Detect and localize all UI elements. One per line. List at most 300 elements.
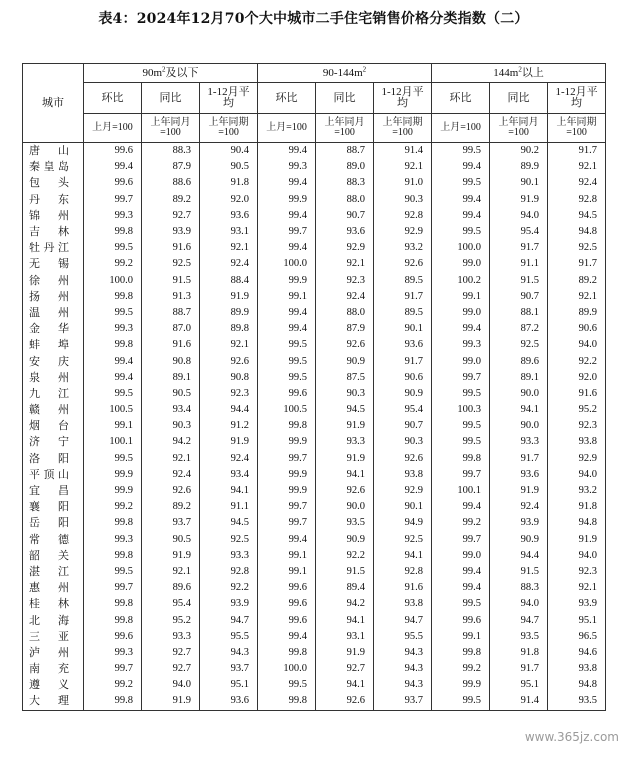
index-value: 89.4 bbox=[316, 580, 374, 596]
index-value: 95.1 bbox=[200, 677, 258, 693]
index-value: 89.2 bbox=[142, 192, 200, 208]
index-value: 91.3 bbox=[142, 289, 200, 305]
group-header: $90-144m^2$ bbox=[258, 64, 432, 83]
index-value: 92.7 bbox=[142, 645, 200, 661]
city-name: 惠州 bbox=[23, 580, 84, 596]
table-row bbox=[23, 693, 606, 710]
index-value: 92.1 bbox=[548, 289, 606, 305]
index-value: 93.7 bbox=[200, 661, 258, 677]
table-row bbox=[23, 192, 606, 208]
index-value: 92.9 bbox=[374, 483, 432, 499]
index-value: 92.8 bbox=[548, 192, 606, 208]
index-value: 89.9 bbox=[490, 159, 548, 175]
index-value: 99.5 bbox=[84, 386, 142, 402]
index-value: 91.0 bbox=[374, 175, 432, 191]
index-value: 89.9 bbox=[200, 305, 258, 321]
city-name: 扬州 bbox=[23, 289, 84, 305]
index-value: 100.2 bbox=[432, 273, 490, 289]
index-value: 99.3 bbox=[258, 159, 316, 175]
city-name: 北海 bbox=[23, 612, 84, 628]
index-value: 91.6 bbox=[142, 337, 200, 353]
index-value: 95.4 bbox=[374, 402, 432, 418]
index-value: 89.8 bbox=[200, 321, 258, 337]
index-value: 94.2 bbox=[316, 596, 374, 612]
index-value: 99.7 bbox=[258, 515, 316, 531]
index-value: 91.5 bbox=[142, 273, 200, 289]
index-value: 93.8 bbox=[548, 661, 606, 677]
index-value: 99.8 bbox=[84, 612, 142, 628]
index-value: 90.2 bbox=[490, 143, 548, 160]
index-value: 99.9 bbox=[432, 677, 490, 693]
index-value: 90.6 bbox=[548, 321, 606, 337]
table-row bbox=[23, 564, 606, 580]
index-value: 92.2 bbox=[200, 580, 258, 596]
index-value: 93.5 bbox=[548, 693, 606, 710]
index-value: 95.5 bbox=[200, 629, 258, 645]
city-name: 常德 bbox=[23, 532, 84, 548]
index-value: 92.4 bbox=[142, 467, 200, 483]
index-value: 99.8 bbox=[258, 418, 316, 434]
watermark: www.365jz.com bbox=[524, 730, 619, 744]
table-row bbox=[23, 224, 606, 240]
index-value: 92.1 bbox=[142, 451, 200, 467]
index-value: 99.1 bbox=[258, 548, 316, 564]
index-value: 99.7 bbox=[432, 370, 490, 386]
index-value: 92.4 bbox=[548, 175, 606, 191]
index-value: 99.4 bbox=[258, 532, 316, 548]
index-value: 99.4 bbox=[432, 208, 490, 224]
index-value: 100.5 bbox=[258, 402, 316, 418]
table-row bbox=[23, 321, 606, 337]
index-value: 95.2 bbox=[142, 612, 200, 628]
index-value: 91.7 bbox=[374, 353, 432, 369]
index-value: 99.8 bbox=[84, 548, 142, 564]
index-value: 91.1 bbox=[490, 256, 548, 272]
index-value: 99.5 bbox=[432, 224, 490, 240]
index-value: 93.6 bbox=[490, 467, 548, 483]
index-value: 99.7 bbox=[84, 192, 142, 208]
index-value: 91.8 bbox=[548, 499, 606, 515]
index-value: 99.5 bbox=[432, 418, 490, 434]
table-title: 表4：2024年12月70个大中城市二手住宅销售价格分类指数（二） bbox=[98, 11, 529, 27]
index-value: 99.4 bbox=[84, 159, 142, 175]
city-name: 韶关 bbox=[23, 548, 84, 564]
index-value: 99.5 bbox=[432, 693, 490, 710]
index-value: 90.7 bbox=[490, 289, 548, 305]
index-value: 99.0 bbox=[432, 305, 490, 321]
index-value: 91.9 bbox=[200, 289, 258, 305]
index-value: 93.9 bbox=[548, 596, 606, 612]
index-value: 99.3 bbox=[84, 321, 142, 337]
index-value: 92.8 bbox=[374, 564, 432, 580]
index-value: 94.8 bbox=[548, 677, 606, 693]
index-value: 93.2 bbox=[374, 240, 432, 256]
city-name: 丹东 bbox=[23, 192, 84, 208]
column-header: 环比 bbox=[258, 83, 316, 114]
table-row bbox=[23, 612, 606, 628]
city-name: 牡丹江 bbox=[23, 240, 84, 256]
table-row bbox=[23, 370, 606, 386]
index-value: 95.1 bbox=[548, 612, 606, 628]
index-value: 91.9 bbox=[316, 418, 374, 434]
index-value: 90.9 bbox=[490, 532, 548, 548]
index-value: 91.7 bbox=[548, 256, 606, 272]
index-value: 93.9 bbox=[200, 596, 258, 612]
city-name: 秦皇岛 bbox=[23, 159, 84, 175]
index-value: 92.1 bbox=[200, 337, 258, 353]
index-value: 94.4 bbox=[490, 548, 548, 564]
index-value: 94.3 bbox=[374, 645, 432, 661]
city-name: 赣州 bbox=[23, 402, 84, 418]
index-value: 92.3 bbox=[548, 564, 606, 580]
table-header bbox=[23, 64, 606, 143]
index-value: 91.9 bbox=[316, 451, 374, 467]
index-value: 88.3 bbox=[316, 175, 374, 191]
index-value: 100.3 bbox=[432, 402, 490, 418]
index-value: 91.2 bbox=[200, 418, 258, 434]
index-value: 99.1 bbox=[84, 418, 142, 434]
index-value: 92.9 bbox=[548, 451, 606, 467]
column-header: 1-12月平均 bbox=[374, 83, 432, 114]
city-name: 遵义 bbox=[23, 677, 84, 693]
index-value: 95.2 bbox=[548, 402, 606, 418]
index-value: 99.2 bbox=[84, 256, 142, 272]
index-value: 93.7 bbox=[374, 693, 432, 710]
city-name: 三亚 bbox=[23, 629, 84, 645]
city-name: 锦州 bbox=[23, 208, 84, 224]
index-value: 99.5 bbox=[258, 370, 316, 386]
index-value: 92.1 bbox=[142, 564, 200, 580]
table-row bbox=[23, 580, 606, 596]
index-value: 99.4 bbox=[432, 499, 490, 515]
index-value: 92.1 bbox=[548, 159, 606, 175]
index-value: 99.9 bbox=[258, 192, 316, 208]
index-value: 99.7 bbox=[432, 467, 490, 483]
index-value: 99.4 bbox=[432, 192, 490, 208]
index-value: 99.4 bbox=[258, 629, 316, 645]
city-column-header: 城市 bbox=[23, 64, 84, 143]
index-value: 94.5 bbox=[200, 515, 258, 531]
price-index-table bbox=[22, 63, 606, 711]
index-value: 90.7 bbox=[316, 208, 374, 224]
index-value: 90.9 bbox=[316, 532, 374, 548]
table-row bbox=[23, 451, 606, 467]
index-value: 100.1 bbox=[432, 483, 490, 499]
index-value: 99.4 bbox=[432, 321, 490, 337]
index-value: 99.9 bbox=[258, 483, 316, 499]
index-value: 91.7 bbox=[490, 240, 548, 256]
index-value: 92.9 bbox=[374, 224, 432, 240]
index-value: 90.3 bbox=[316, 386, 374, 402]
city-name: 洛阳 bbox=[23, 451, 84, 467]
index-value: 93.6 bbox=[200, 693, 258, 710]
table-row bbox=[23, 483, 606, 499]
index-value: 89.2 bbox=[548, 273, 606, 289]
index-value: 99.9 bbox=[258, 434, 316, 450]
index-value: 94.1 bbox=[316, 467, 374, 483]
base-header: 上年同期=100 bbox=[374, 114, 432, 143]
index-value: 91.7 bbox=[490, 451, 548, 467]
index-value: 99.3 bbox=[84, 532, 142, 548]
index-value: 90.8 bbox=[200, 370, 258, 386]
index-value: 99.5 bbox=[84, 451, 142, 467]
index-value: 99.1 bbox=[258, 289, 316, 305]
index-value: 91.7 bbox=[548, 143, 606, 160]
index-value: 99.4 bbox=[432, 580, 490, 596]
index-value: 93.8 bbox=[548, 434, 606, 450]
index-value: 99.9 bbox=[84, 483, 142, 499]
index-value: 93.6 bbox=[200, 208, 258, 224]
index-value: 99.6 bbox=[258, 596, 316, 612]
index-value: 99.5 bbox=[258, 337, 316, 353]
index-value: 90.3 bbox=[374, 192, 432, 208]
index-value: 88.7 bbox=[316, 143, 374, 160]
index-value: 94.5 bbox=[548, 208, 606, 224]
index-value: 91.5 bbox=[316, 564, 374, 580]
index-value: 99.9 bbox=[84, 467, 142, 483]
index-value: 92.6 bbox=[374, 451, 432, 467]
index-value: 99.3 bbox=[84, 208, 142, 224]
index-value: 99.7 bbox=[432, 532, 490, 548]
table-row bbox=[23, 467, 606, 483]
index-value: 100.0 bbox=[258, 661, 316, 677]
index-value: 89.0 bbox=[316, 159, 374, 175]
index-value: 95.5 bbox=[374, 629, 432, 645]
index-value: 94.0 bbox=[142, 677, 200, 693]
index-value: 92.1 bbox=[200, 240, 258, 256]
index-value: 88.6 bbox=[142, 175, 200, 191]
city-name: 九江 bbox=[23, 386, 84, 402]
index-value: 88.1 bbox=[490, 305, 548, 321]
index-value: 91.9 bbox=[490, 192, 548, 208]
table-row bbox=[23, 273, 606, 289]
index-value: 92.6 bbox=[142, 483, 200, 499]
index-value: 90.9 bbox=[374, 386, 432, 402]
city-name: 宜昌 bbox=[23, 483, 84, 499]
index-value: 99.6 bbox=[258, 386, 316, 402]
index-value: 92.8 bbox=[374, 208, 432, 224]
index-value: 99.6 bbox=[84, 143, 142, 160]
index-value: 90.6 bbox=[374, 370, 432, 386]
index-value: 99.9 bbox=[258, 273, 316, 289]
table-row bbox=[23, 289, 606, 305]
index-value: 92.5 bbox=[490, 337, 548, 353]
index-value: 99.5 bbox=[432, 434, 490, 450]
index-value: 99.7 bbox=[84, 661, 142, 677]
index-value: 91.9 bbox=[200, 434, 258, 450]
index-value: 92.8 bbox=[200, 564, 258, 580]
city-name: 无锡 bbox=[23, 256, 84, 272]
index-value: 99.8 bbox=[84, 289, 142, 305]
index-value: 94.2 bbox=[142, 434, 200, 450]
index-value: 91.4 bbox=[374, 143, 432, 160]
index-value: 88.0 bbox=[316, 305, 374, 321]
index-value: 100.1 bbox=[84, 434, 142, 450]
index-value: 93.3 bbox=[316, 434, 374, 450]
index-value: 90.5 bbox=[142, 532, 200, 548]
index-value: 99.7 bbox=[84, 580, 142, 596]
index-value: 92.5 bbox=[200, 532, 258, 548]
index-value: 93.3 bbox=[200, 548, 258, 564]
index-value: 93.9 bbox=[490, 515, 548, 531]
index-value: 91.8 bbox=[200, 175, 258, 191]
city-name: 金华 bbox=[23, 321, 84, 337]
index-value: 99.2 bbox=[432, 661, 490, 677]
index-value: 99.2 bbox=[84, 499, 142, 515]
index-value: 99.0 bbox=[432, 548, 490, 564]
index-value: 99.6 bbox=[84, 629, 142, 645]
index-value: 99.1 bbox=[432, 629, 490, 645]
index-value: 92.1 bbox=[316, 256, 374, 272]
city-name: 南充 bbox=[23, 661, 84, 677]
index-value: 91.6 bbox=[548, 386, 606, 402]
index-value: 99.8 bbox=[84, 596, 142, 612]
index-value: 90.4 bbox=[200, 143, 258, 160]
index-value: 90.3 bbox=[374, 434, 432, 450]
index-value: 99.5 bbox=[84, 305, 142, 321]
table-row bbox=[23, 645, 606, 661]
index-value: 94.7 bbox=[200, 612, 258, 628]
index-value: 89.5 bbox=[374, 305, 432, 321]
index-value: 90.5 bbox=[142, 386, 200, 402]
index-value: 99.4 bbox=[84, 353, 142, 369]
index-value: 93.3 bbox=[490, 434, 548, 450]
index-value: 92.5 bbox=[142, 256, 200, 272]
index-value: 91.1 bbox=[200, 499, 258, 515]
index-value: 96.5 bbox=[548, 629, 606, 645]
table-row bbox=[23, 337, 606, 353]
index-value: 90.1 bbox=[374, 499, 432, 515]
index-value: 88.3 bbox=[490, 580, 548, 596]
city-name: 包头 bbox=[23, 175, 84, 191]
base-header: 上月=100 bbox=[84, 114, 142, 143]
index-value: 91.5 bbox=[490, 273, 548, 289]
base-header: 上月=100 bbox=[432, 114, 490, 143]
index-value: 99.6 bbox=[258, 612, 316, 628]
index-value: 87.2 bbox=[490, 321, 548, 337]
base-header: 上年同月=100 bbox=[490, 114, 548, 143]
city-name: 桂林 bbox=[23, 596, 84, 612]
index-value: 90.3 bbox=[142, 418, 200, 434]
index-value: 94.5 bbox=[316, 402, 374, 418]
column-header: 同比 bbox=[490, 83, 548, 114]
index-value: 92.4 bbox=[490, 499, 548, 515]
city-name: 蚌埠 bbox=[23, 337, 84, 353]
index-value: 92.4 bbox=[200, 451, 258, 467]
index-value: 99.6 bbox=[258, 580, 316, 596]
city-name: 平顶山 bbox=[23, 467, 84, 483]
table-row bbox=[23, 143, 606, 160]
index-value: 93.6 bbox=[374, 337, 432, 353]
index-value: 90.8 bbox=[142, 353, 200, 369]
index-value: 93.5 bbox=[316, 515, 374, 531]
table-row bbox=[23, 661, 606, 677]
index-value: 99.5 bbox=[84, 564, 142, 580]
index-value: 94.3 bbox=[200, 645, 258, 661]
index-value: 91.7 bbox=[374, 289, 432, 305]
index-value: 91.5 bbox=[490, 564, 548, 580]
index-value: 99.4 bbox=[258, 208, 316, 224]
index-value: 94.9 bbox=[374, 515, 432, 531]
table-row bbox=[23, 175, 606, 191]
index-value: 89.1 bbox=[142, 370, 200, 386]
index-value: 92.7 bbox=[142, 208, 200, 224]
group-header: $90m^2$及以下 bbox=[84, 64, 258, 83]
table-row bbox=[23, 305, 606, 321]
index-value: 87.9 bbox=[316, 321, 374, 337]
index-value: 92.5 bbox=[548, 240, 606, 256]
index-value: 90.9 bbox=[316, 353, 374, 369]
table-row bbox=[23, 208, 606, 224]
index-value: 91.9 bbox=[548, 532, 606, 548]
city-name: 徐州 bbox=[23, 273, 84, 289]
index-value: 94.1 bbox=[490, 402, 548, 418]
index-value: 90.7 bbox=[374, 418, 432, 434]
index-value: 88.7 bbox=[142, 305, 200, 321]
index-value: 92.0 bbox=[548, 370, 606, 386]
index-value: 93.4 bbox=[200, 467, 258, 483]
index-value: 93.2 bbox=[548, 483, 606, 499]
index-value: 90.0 bbox=[316, 499, 374, 515]
index-value: 99.8 bbox=[432, 645, 490, 661]
index-value: 94.0 bbox=[490, 596, 548, 612]
index-value: 99.8 bbox=[258, 693, 316, 710]
index-value: 99.8 bbox=[84, 515, 142, 531]
index-value: 99.5 bbox=[432, 596, 490, 612]
table-row bbox=[23, 515, 606, 531]
index-value: 99.8 bbox=[84, 693, 142, 710]
table-row bbox=[23, 677, 606, 693]
index-value: 99.8 bbox=[84, 224, 142, 240]
index-value: 94.3 bbox=[374, 677, 432, 693]
index-value: 99.4 bbox=[258, 321, 316, 337]
index-value: 89.1 bbox=[490, 370, 548, 386]
index-value: 92.7 bbox=[142, 661, 200, 677]
column-header: 1-12月平均 bbox=[548, 83, 606, 114]
city-name: 唐山 bbox=[23, 143, 84, 160]
city-name: 安庆 bbox=[23, 353, 84, 369]
index-value: 92.2 bbox=[548, 353, 606, 369]
table-row bbox=[23, 159, 606, 175]
city-name: 泸州 bbox=[23, 645, 84, 661]
index-value: 92.4 bbox=[316, 289, 374, 305]
city-name: 烟台 bbox=[23, 418, 84, 434]
index-value: 91.8 bbox=[490, 645, 548, 661]
index-value: 95.4 bbox=[490, 224, 548, 240]
column-header: 1-12月平均 bbox=[200, 83, 258, 114]
index-value: 94.0 bbox=[490, 208, 548, 224]
index-value: 99.5 bbox=[432, 386, 490, 402]
index-value: 95.1 bbox=[490, 677, 548, 693]
index-value: 99.0 bbox=[432, 256, 490, 272]
index-value: 93.1 bbox=[316, 629, 374, 645]
index-value: 99.3 bbox=[432, 337, 490, 353]
index-value: 91.7 bbox=[490, 661, 548, 677]
index-value: 100.5 bbox=[84, 402, 142, 418]
index-value: 99.8 bbox=[84, 337, 142, 353]
index-value: 91.4 bbox=[490, 693, 548, 710]
column-header: 环比 bbox=[84, 83, 142, 114]
index-value: 99.5 bbox=[432, 175, 490, 191]
index-value: 100.0 bbox=[258, 256, 316, 272]
index-value: 99.1 bbox=[432, 289, 490, 305]
table-row bbox=[23, 240, 606, 256]
index-value: 89.9 bbox=[548, 305, 606, 321]
index-value: 99.4 bbox=[432, 564, 490, 580]
index-value: 91.9 bbox=[490, 483, 548, 499]
index-value: 94.1 bbox=[200, 483, 258, 499]
index-value: 93.3 bbox=[142, 629, 200, 645]
